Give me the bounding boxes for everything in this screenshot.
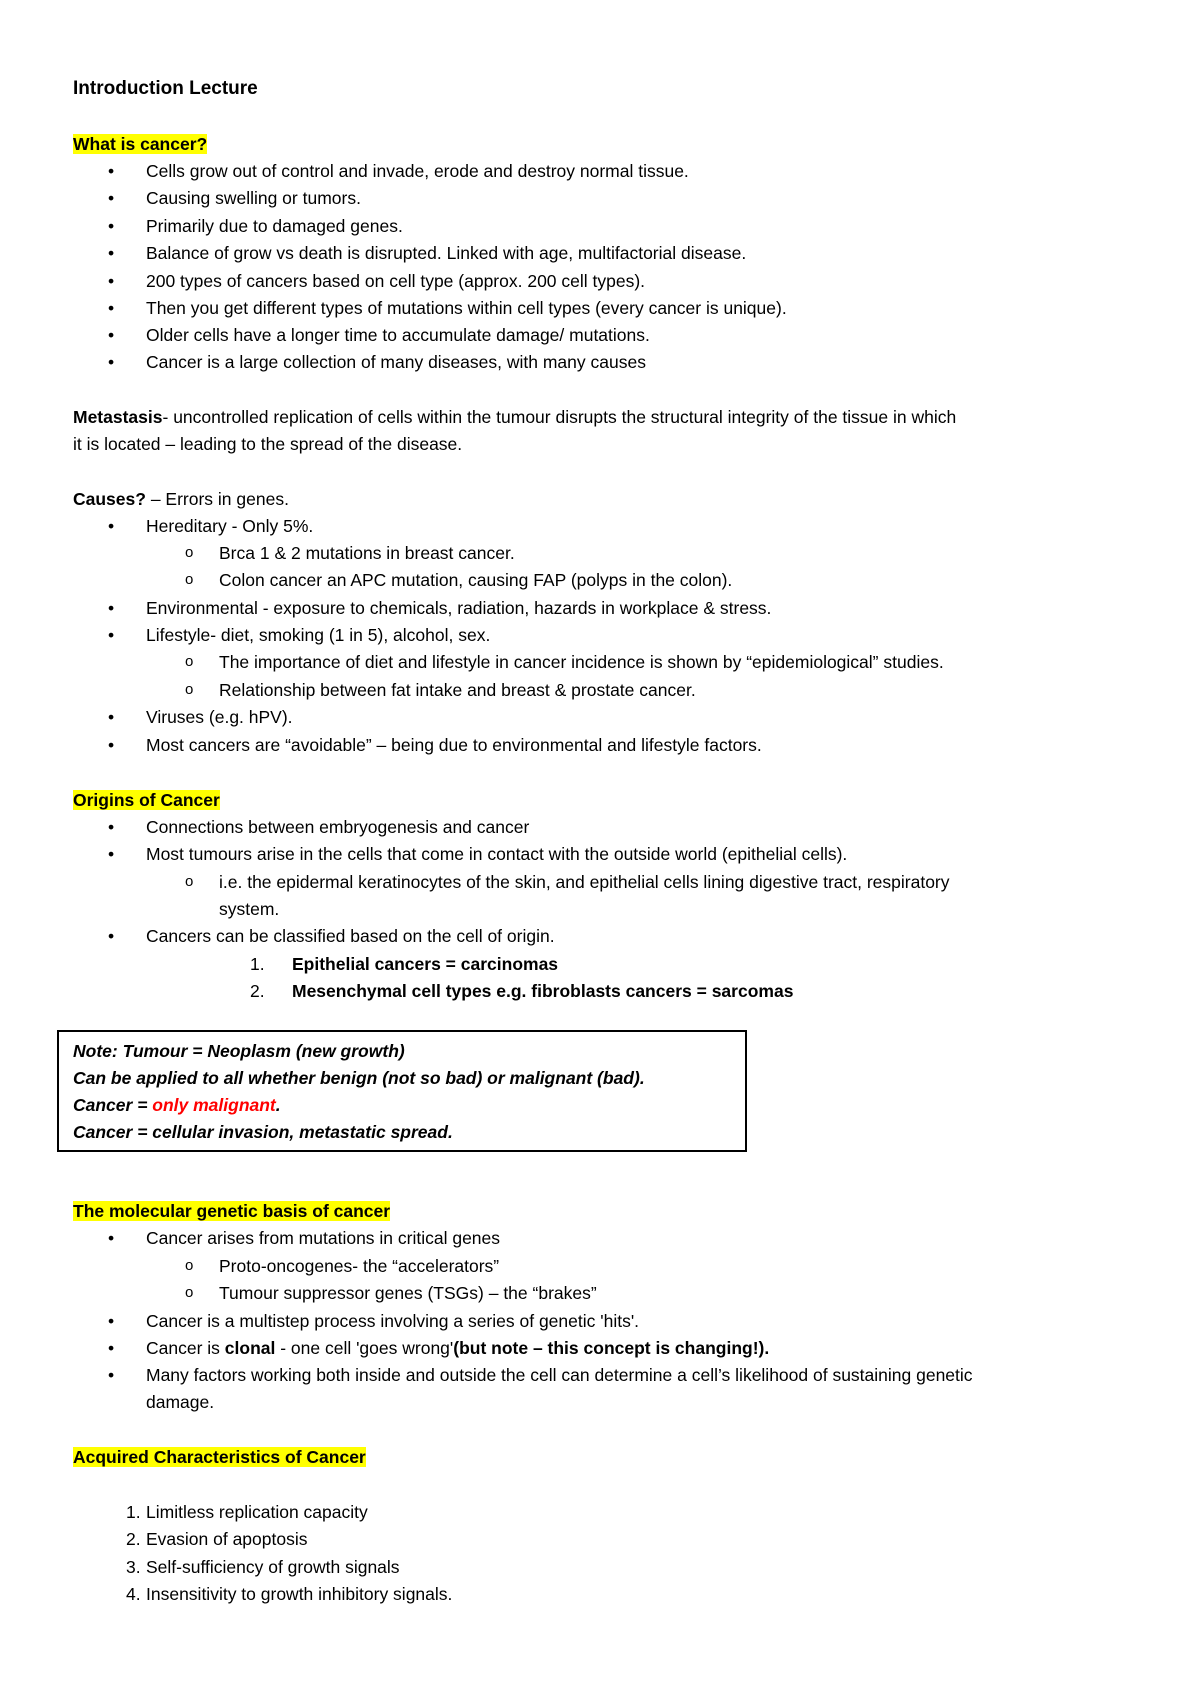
causes-term: Causes? [73, 489, 146, 509]
list-item-text [146, 1337, 769, 1359]
list-item-text: Older cells have a longer time to accumulate damage/ mutations. [146, 325, 650, 345]
molecular-heading-text: The molecular genetic basis of cancer [73, 1201, 391, 1221]
note-text: Cancer = [73, 1095, 153, 1115]
note-line: Note: Tumour = Neoplasm (new growth) [73, 1041, 405, 1061]
bullet-icon: • [108, 216, 115, 236]
sub-list-item-text: i.e. the epidermal keratinocytes of the skin, and epithelial cells lining digestive tract, respiratory [219, 872, 950, 892]
note-box [57, 1030, 747, 1152]
sub-list-item-text: Colon cancer an APC mutation, causing FAP (polyps in the colon). [219, 570, 733, 590]
bullet-icon: • [108, 243, 115, 263]
section-heading-molecular [73, 1200, 390, 1222]
item-number: 2. [126, 1529, 141, 1549]
text-run-bold: (but note – this concept is changing!). [453, 1338, 770, 1358]
bullet-icon: • [108, 325, 115, 345]
bullet-icon: • [108, 926, 115, 946]
sub-bullet-icon: o [185, 873, 194, 890]
numbered-item-text: Self-sufficiency of growth signals [146, 1557, 400, 1577]
page-title: Introduction Lecture [73, 78, 258, 99]
bullet-icon: • [108, 161, 115, 181]
note-line: Cancer = cellular invasion, metastatic spread. [73, 1122, 453, 1142]
sub-bullet-icon: o [185, 681, 194, 698]
bullet-icon: • [108, 707, 115, 727]
list-item-text: 200 types of cancers based on cell type (approx. 200 cell types). [146, 271, 646, 291]
note-text: . [275, 1095, 281, 1115]
bullet-icon: • [108, 1365, 115, 1385]
item-number: 1. [250, 954, 265, 974]
item-number: 3. [126, 1557, 141, 1577]
list-item-text: Cancer is a large collection of many diseases, with many causes [146, 352, 646, 372]
sub-bullet-icon: o [185, 571, 194, 588]
metastasis-text: - uncontrolled replication of cells within the tumour disrupts the structural integrity of the tissue in which [162, 407, 957, 427]
list-item-text: Many factors working both inside and outside the cell can determine a cell’s likelihood of sustaining genetic [146, 1365, 973, 1385]
item-number: 4. [126, 1584, 141, 1604]
bullet-icon: • [108, 516, 115, 536]
note-line: Can be applied to all whether benign (not so bad) or malignant (bad). [73, 1068, 645, 1088]
numbered-item-text: Evasion of apoptosis [146, 1529, 308, 1549]
sub-list-item-text: Relationship between fat intake and breast & prostate cancer. [219, 680, 696, 700]
list-item-text: Viruses (e.g. hPV). [146, 707, 293, 727]
list-item-text-cont: damage. [146, 1392, 215, 1412]
list-item-text: Balance of grow vs death is disrupted. Linked with age, multifactorial disease. [146, 243, 747, 263]
bullet-icon: • [108, 598, 115, 618]
list-item-text: Most cancers are “avoidable” – being due to environmental and lifestyle factors. [146, 735, 762, 755]
list-item-text: Then you get different types of mutations within cell types (every cancer is unique). [146, 298, 787, 318]
list-item-text: Lifestyle- diet, smoking (1 in 5), alcohol, sex. [146, 625, 491, 645]
sub-list-item-text: Tumour suppressor genes (TSGs) – the “brakes” [219, 1283, 597, 1303]
sub-bullet-icon: o [185, 1284, 194, 1301]
list-item-text: Hereditary - Only 5%. [146, 516, 314, 536]
bullet-icon: • [108, 735, 115, 755]
bullet-icon: • [108, 298, 115, 318]
origins-heading-text: Origins of Cancer [73, 790, 220, 810]
note-line [73, 1094, 281, 1116]
sub-list-item-text: The importance of diet and lifestyle in cancer incidence is shown by “epidemiological” studies. [219, 652, 944, 672]
text-run: Cancer is [146, 1338, 225, 1358]
bullet-icon: • [108, 188, 115, 208]
sub-bullet-icon: o [185, 653, 194, 670]
sub-bullet-icon: o [185, 544, 194, 561]
text-run: - one cell 'goes wrong' [275, 1338, 454, 1358]
sub-list-item-text-cont: system. [219, 899, 280, 919]
bullet-icon: • [108, 1311, 115, 1331]
list-item-text: Cancer arises from mutations in critical genes [146, 1228, 501, 1248]
bullet-icon: • [108, 817, 115, 837]
causes-heading [73, 488, 289, 510]
numbered-item-text: Insensitivity to growth inhibitory signals. [146, 1584, 453, 1604]
list-item-text: Cancer is a multistep process involving a series of genetic 'hits'. [146, 1311, 640, 1331]
metastasis-paragraph-line1 [73, 406, 956, 428]
sub-bullet-icon: o [185, 1257, 194, 1274]
list-item-text: Cells grow out of control and invade, erode and destroy normal tissue. [146, 161, 689, 181]
item-number: 1. [126, 1502, 141, 1522]
item-number: 2. [250, 981, 265, 1001]
bullet-icon: • [108, 1228, 115, 1248]
metastasis-paragraph-line2: it is located – leading to the spread of the disease. [73, 434, 463, 454]
bullet-icon: • [108, 352, 115, 372]
list-item-text: Cancers can be classified based on the cell of origin. [146, 926, 555, 946]
acquired-heading-text: Acquired Characteristics of Cancer [73, 1447, 366, 1467]
bullet-icon: • [108, 625, 115, 645]
bullet-icon: • [108, 271, 115, 291]
sub-list-item-text: Brca 1 & 2 mutations in breast cancer. [219, 543, 515, 563]
sub-list-item-text: Proto-oncogenes- the “accelerators” [219, 1256, 500, 1276]
list-item-text: Causing swelling or tumors. [146, 188, 361, 208]
numbered-item-text: Epithelial cancers = carcinomas [292, 954, 559, 974]
metastasis-term: Metastasis [73, 407, 163, 427]
section-heading-origins [73, 789, 220, 811]
list-item-text: Primarily due to damaged genes. [146, 216, 403, 236]
list-item-text: Environmental - exposure to chemicals, radiation, hazards in workplace & stress. [146, 598, 772, 618]
bullet-icon: • [108, 844, 115, 864]
list-item-text: Connections between embryogenesis and cancer [146, 817, 530, 837]
section-heading-what-is-cancer: What is cancer? [73, 134, 208, 154]
bullet-icon: • [108, 1338, 115, 1358]
numbered-item-text: Limitless replication capacity [146, 1502, 368, 1522]
note-highlight-red: only malignant [152, 1095, 276, 1115]
causes-text: – Errors in genes. [145, 489, 289, 509]
section-heading-acquired [73, 1446, 366, 1468]
list-item-text: Most tumours arise in the cells that come in contact with the outside world (epithelial cells). [146, 844, 848, 864]
numbered-item-text: Mesenchymal cell types e.g. fibroblasts cancers = sarcomas [292, 981, 794, 1001]
text-run-bold: clonal [224, 1338, 276, 1358]
